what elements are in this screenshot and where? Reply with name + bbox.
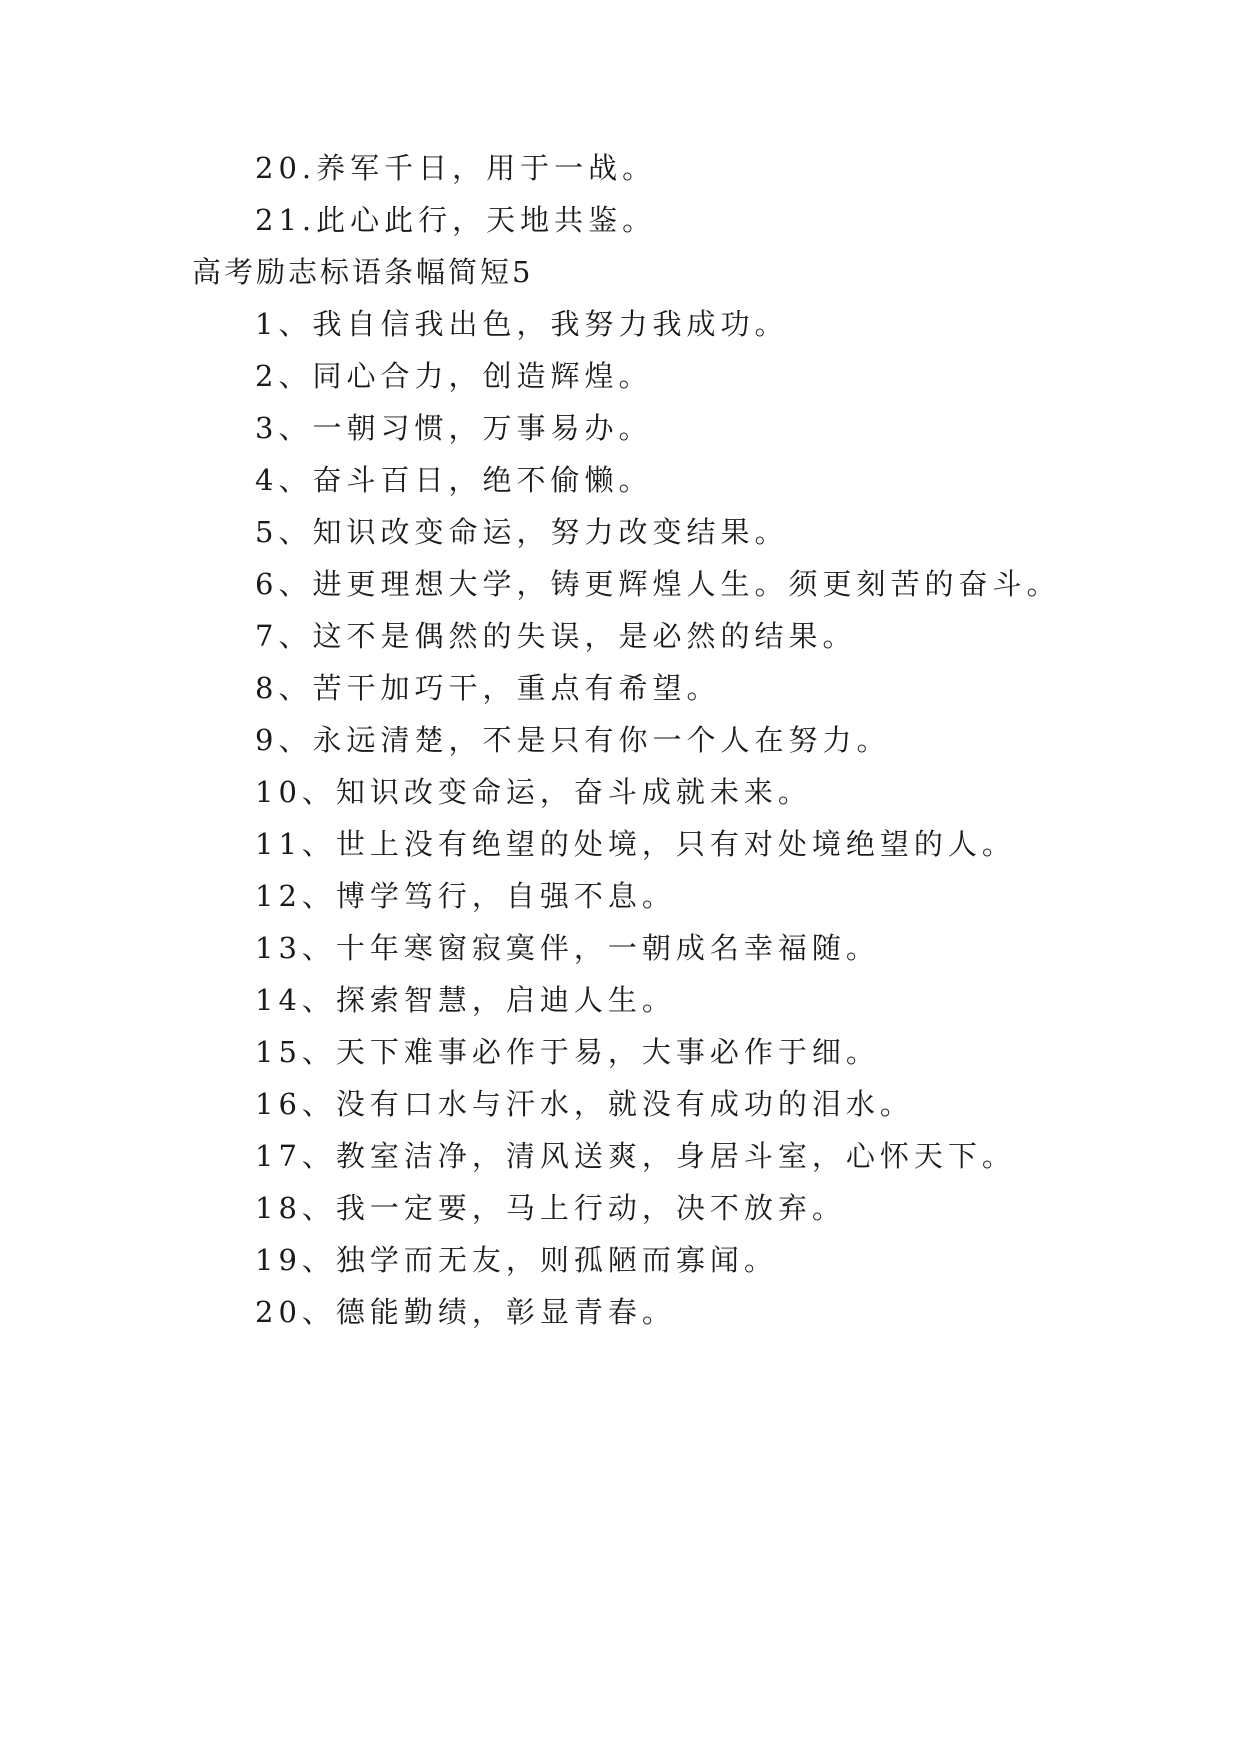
list-item: 3、一朝习惯，万事易办。 xyxy=(255,411,653,445)
list-item: 13、十年寒窗寂寞伴，一朝成名幸福随。 xyxy=(255,931,880,965)
list-item: 20.养军千日，用于一战。 xyxy=(255,151,657,185)
list-item: 1、我自信我出色，我努力我成功。 xyxy=(255,307,789,341)
list-item: 8、苦干加巧干，重点有希望。 xyxy=(255,671,721,705)
list-item: 19、独学而无友，则孤陋而寡闻。 xyxy=(255,1243,778,1277)
list-item: 11、世上没有绝望的处境，只有对处境绝望的人。 xyxy=(255,827,1016,861)
list-item: 9、永远清楚，不是只有你一个人在努力。 xyxy=(255,723,891,757)
list-item: 7、这不是偶然的失误，是必然的结果。 xyxy=(255,619,857,653)
section-title: 高考励志标语条幅简短5 xyxy=(192,255,534,289)
list-item: 4、奋斗百日，绝不偷懒。 xyxy=(255,463,653,497)
list-item: 21.此心此行，天地共鉴。 xyxy=(255,203,657,237)
list-item: 5、知识改变命运，努力改变结果。 xyxy=(255,515,789,549)
list-item: 20、德能勤绩，彰显青春。 xyxy=(255,1295,676,1329)
list-item: 6、进更理想大学，铸更辉煌人生。须更刻苦的奋斗。 xyxy=(255,567,1061,601)
list-item: 14、探索智慧，启迪人生。 xyxy=(255,983,676,1017)
list-item: 15、天下难事必作于易，大事必作于细。 xyxy=(255,1035,880,1069)
list-item: 10、知识改变命运，奋斗成就未来。 xyxy=(255,775,812,809)
list-item: 16、没有口水与汗水，就没有成功的泪水。 xyxy=(255,1087,914,1121)
list-item: 17、教室洁净，清风送爽，身居斗室，心怀天下。 xyxy=(255,1139,1016,1173)
list-item: 2、同心合力，创造辉煌。 xyxy=(255,359,653,393)
list-item: 12、博学笃行，自强不息。 xyxy=(255,879,676,913)
list-item: 18、我一定要，马上行动，决不放弃。 xyxy=(255,1191,846,1225)
